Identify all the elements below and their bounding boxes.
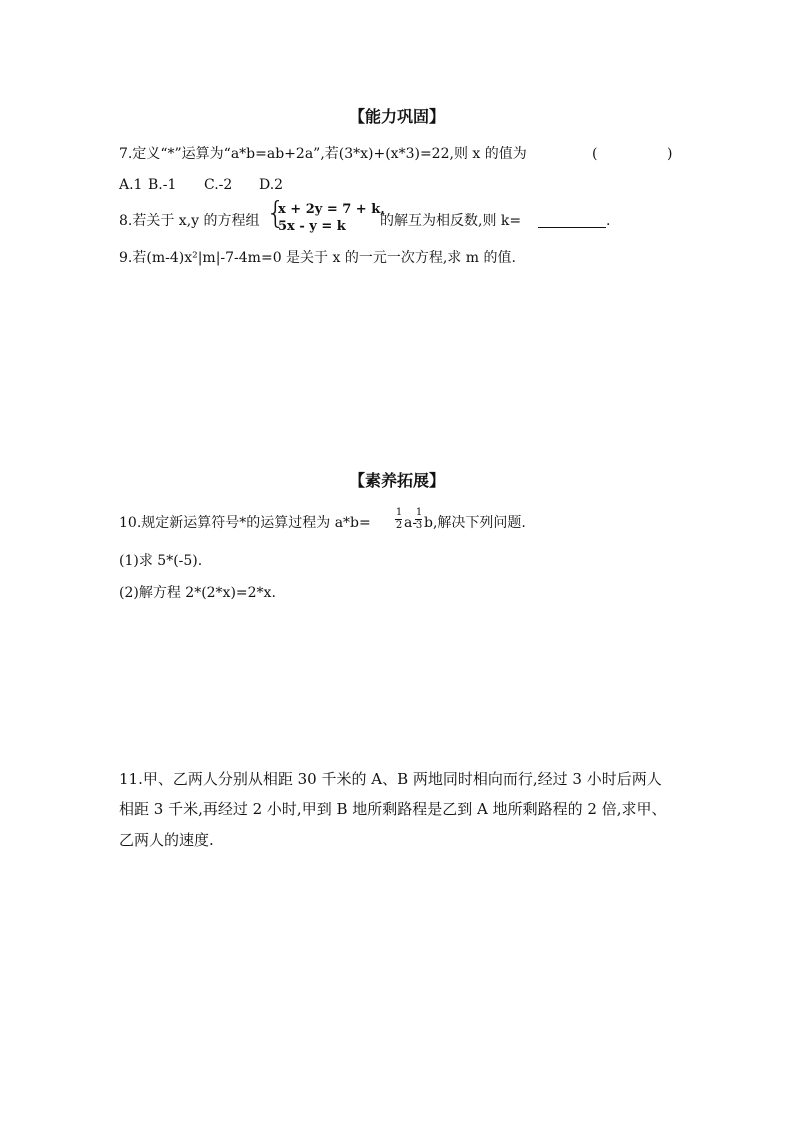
answer-paren-open: (	[592, 146, 598, 162]
question-11-line-1: 11.甲、乙两人分别从相距 30 千米的 A、B 两地同时相向而行,经过 3 小时后两人	[119, 770, 662, 788]
question-10-suffix: b,解决下列问题.	[424, 515, 526, 531]
question-10-prefix: 10.规定新运算符号*的运算过程为 a*b=	[119, 515, 371, 531]
section-title-extension: 【素养拓展】	[348, 471, 445, 490]
question-10-part-2: (2)解方程 2*(2*x)=2*x.	[119, 585, 276, 601]
question-11-line-3: 乙两人的速度.	[119, 831, 214, 849]
fraction-2-numerator: 1	[415, 507, 423, 518]
choice-b: B.-1	[148, 177, 177, 193]
question-8-prefix: 8.若关于 x,y 的方程组	[119, 213, 260, 229]
question-7-text: 7.定义“*”运算为“a*b=ab+2a”,若(3*x)+(x*3)=22,则 x 的值为	[119, 146, 527, 162]
choice-a: A.1	[119, 177, 143, 193]
question-10-part-1: (1)求 5*(-5).	[119, 553, 203, 569]
question-9-text: 9.若(m-4)x²|m|-7-4m=0 是关于 x 的一元一次方程,求 m 的值.	[119, 250, 516, 266]
answer-paren-close: )	[667, 146, 673, 162]
fraction-1-numerator: 1	[395, 507, 403, 518]
fraction-2-denominator: 3	[415, 520, 423, 531]
equation-1: x + 2y = 7 + k,	[278, 202, 385, 217]
question-10-mid: a-	[404, 515, 418, 531]
question-8-suffix: 的解互为相反数,则 k=	[380, 213, 522, 229]
equation-system-brace: {	[266, 196, 286, 231]
answer-blank	[538, 227, 606, 228]
equation-2: 5x - y = k	[278, 219, 346, 234]
choice-c: C.-2	[204, 177, 233, 193]
question-11-line-2: 相距 3 千米,再经过 2 小时,甲到 B 地所剩路程是乙到 A 地所剩路程的 2 倍,求甲、	[119, 800, 667, 818]
choice-d: D.2	[259, 177, 284, 193]
section-title-ability: 【能力巩固】	[348, 107, 445, 126]
fraction-1-denominator: 2	[395, 520, 403, 531]
question-8-end: .	[606, 213, 611, 229]
